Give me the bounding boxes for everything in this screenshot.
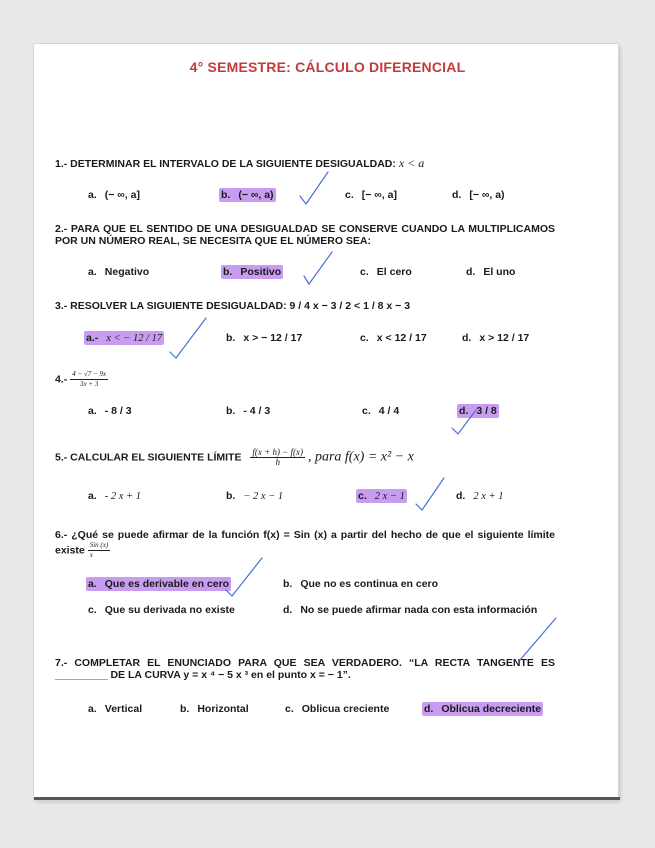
q1-option-c[interactable]: c. [− ∞, a] (345, 189, 397, 201)
sheet-edge (34, 797, 620, 800)
q2-option-b[interactable]: b. Positivo (223, 266, 282, 278)
question-6 (55, 529, 555, 560)
q7-option-b[interactable]: b. Horizontal (180, 703, 249, 715)
q4-option-a[interactable]: a. - 8 / 3 (88, 405, 132, 417)
q5-option-b[interactable]: b. − 2 x − 1 (226, 490, 284, 502)
question-3: 3.- RESOLVER LA SIGUIENTE DESIGUALDAD: 9 / 4 x − 3 / 2 < 1 / 8 x − 3 (55, 300, 411, 312)
q6-option-b[interactable]: b. Que no es continua en cero (283, 578, 439, 590)
question-6-fraction: $\frac{\text{Sin (x)}}{x}$ (89, 541, 109, 559)
q6-option-a[interactable]: a. Que es derivable en cero (88, 578, 230, 590)
q3-option-d[interactable]: d. x > 12 / 17 (462, 332, 530, 344)
q2-option-c[interactable]: c. El cero (360, 266, 412, 278)
q2-option-a[interactable]: a. Negativo (88, 266, 150, 278)
q5-option-c[interactable]: c. 2 x − 1 (358, 490, 405, 502)
q7-option-d[interactable]: d. Oblicua decreciente (424, 703, 542, 715)
q3-option-b[interactable]: b. x > − 12 / 17 (226, 332, 303, 344)
q7-option-c[interactable]: c. Oblicua creciente (285, 703, 390, 715)
question-4-fraction: $\frac{4 - √7 - 9x}{3x + 3}$ (72, 370, 107, 388)
question-4 (55, 370, 555, 389)
question-1-expr: x < a (398, 156, 425, 170)
question-6-text: 6.- ¿Qué se puede afirmar de la función f(x) = Sin (x) a partir del hecho de que el siguiente límite existe (55, 529, 555, 557)
q7-option-a[interactable]: a. Vertical (88, 703, 143, 715)
question-1-text: 1.- DETERMINAR EL INTERVALO DE LA SIGUIENTE DESIGUALDAD: (55, 158, 396, 170)
page-title: 4° SEMESTRE: CÁLCULO DIFERENCIAL (189, 59, 466, 75)
question-7: 7.- COMPLETAR EL ENUNCIADO PARA QUE SEA VERDADERO. “LA RECTA TANGENTE ES _________ DE LA CURVA y = x ⁴ − 5 x ³ en el punto x = − 1”. (55, 657, 555, 681)
question-5-text: 5.- CALCULAR EL SIGUIENTE LÍMITE (55, 451, 242, 464)
question-5-function: , para f(x) = x² − x (307, 449, 414, 465)
q6-option-d[interactable]: d. No se puede afirmar nada con esta información (283, 604, 538, 616)
question-1 (55, 157, 555, 170)
question-5-fraction: $\frac{f(x + h) - f(x)}{h}$ (252, 447, 304, 467)
q1-option-b[interactable]: b. (− ∞, a) (221, 189, 274, 201)
q4-option-b[interactable]: b. - 4 / 3 (226, 405, 271, 417)
q6-option-c[interactable]: c. Que su derivada no existe (88, 604, 235, 616)
q3-option-a[interactable]: a.- x < − 12 / 17 (86, 332, 163, 344)
q5-option-a[interactable]: a. - 2 x + 1 (88, 490, 142, 502)
q4-option-d[interactable]: d. 3 / 8 (459, 405, 497, 417)
question-4-label: 4.- (55, 373, 68, 386)
q5-option-d[interactable]: d. 2 x + 1 (456, 490, 504, 502)
q4-option-c[interactable]: c. 4 / 4 (362, 405, 400, 417)
q1-option-d[interactable]: d. [− ∞, a) (452, 189, 505, 201)
q3-option-c[interactable]: c. x < 12 / 17 (360, 332, 427, 344)
q2-option-d[interactable]: d. El uno (466, 266, 516, 278)
question-2: 2.- PARA QUE EL SENTIDO DE UNA DESIGUALDAD SE CONSERVE CUANDO LA MULTIPLICAMOS POR UN NÚMERO REAL, SE NECESITA QUE EL NÚMERO SEA: (55, 223, 555, 247)
question-5 (55, 448, 575, 467)
q1-option-a[interactable]: a. (− ∞, a] (88, 189, 140, 201)
